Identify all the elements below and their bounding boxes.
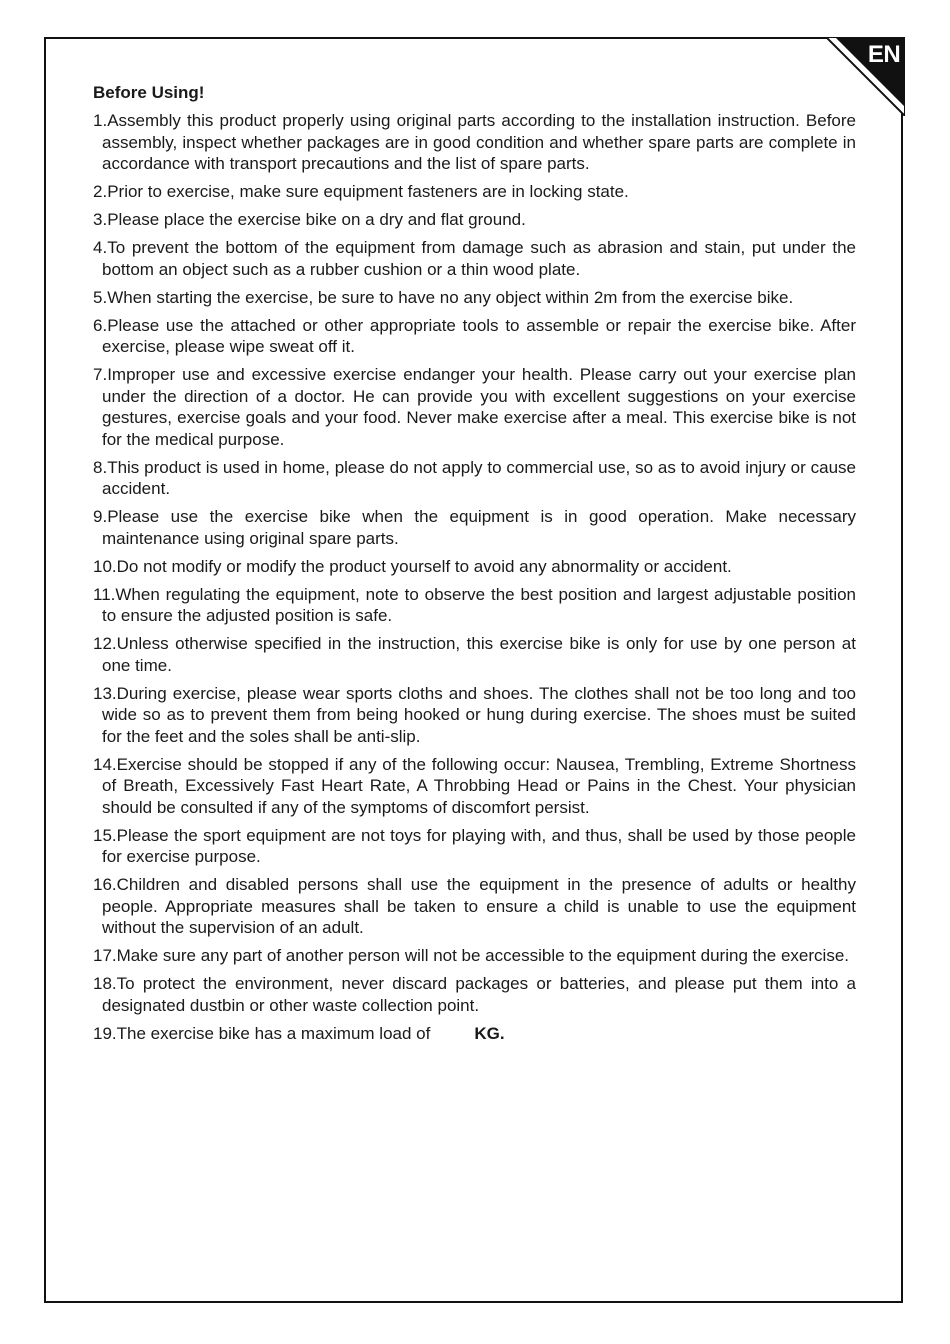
instruction-item — [93, 506, 856, 549]
item-number: 10. — [93, 556, 117, 576]
instruction-item — [93, 457, 856, 500]
item-number: 15. — [93, 825, 117, 845]
instruction-item — [93, 874, 856, 939]
item-text: To protect the environment, never discard packages or batteries, and please put them into a designated dustbin or other waste collection point. — [102, 974, 856, 1015]
instruction-item — [93, 973, 856, 1016]
instruction-list — [93, 110, 856, 1044]
instruction-item — [93, 556, 856, 578]
item-text: When regulating the equipment, note to observe the best position and largest adjustable position to ensure the adjusted position is safe. — [102, 584, 856, 625]
item-text: Make sure any part of another person will not be accessible to the equipment during the exercise. — [116, 946, 850, 965]
item-number: 7. — [93, 365, 108, 384]
item-text: Unless otherwise specified in the instruction, this exercise bike is only for use by one person at one time. — [102, 634, 856, 675]
instruction-item — [93, 683, 856, 748]
item-text: When starting the exercise, be sure to have no any object within 2m from the exercise bike. — [107, 287, 794, 307]
section-heading: Before Using! — [93, 83, 205, 102]
item-number: 17. — [93, 946, 117, 965]
item-number: 18. — [93, 974, 117, 993]
item-number: 5. — [93, 287, 108, 307]
item-number: 16. — [93, 875, 117, 894]
language-label: EN — [867, 41, 901, 68]
instruction-item — [93, 825, 856, 868]
item-text: During exercise, please wear sports cloths and shoes. The clothes shall not be too long and too wide so as to prevent them from being hooked or hung during exercise. The shoes must be suited for the feet and the soles shall be anti-slip. — [102, 683, 856, 746]
item-text: Please use the attached or other appropriate tools to assemble or repair the exercise bike. After exercise, please wipe sweat off it. — [102, 315, 856, 356]
load-unit: KG. — [474, 1023, 505, 1043]
item-text: This product is used in home, please do not apply to commercial use, so as to avoid injury or cause accident. — [102, 457, 856, 498]
item-number: 3. — [93, 210, 108, 229]
item-text: The exercise bike has a maximum load of — [116, 1023, 431, 1043]
item-number: 12. — [93, 634, 117, 653]
instruction-item — [93, 364, 856, 450]
instruction-item — [93, 633, 856, 676]
item-text: Improper use and excessive exercise endanger your health. Please carry out your exercise plan under the direction of a doctor. He can provide you with excellent suggestions on your exercise gestures, exercise goals and your food. Never make exercise after a meal. This exercise bike is not for the medical purpose. — [102, 365, 856, 449]
instruction-item — [93, 315, 856, 358]
item-number: 2. — [93, 182, 108, 201]
item-text: Please place the exercise bike on a dry and flat ground. — [107, 210, 526, 229]
item-text: Prior to exercise, make sure equipment fasteners are in locking state. — [107, 182, 629, 201]
item-text: Do not modify or modify the product yourself to avoid any abnormality or accident. — [116, 556, 732, 576]
item-text: Children and disabled persons shall use the equipment in the presence of adults or healthy people. Appropriate measures shall be taken to ensure a child is unable to use the equipment without the supervision of an adult. — [102, 875, 856, 937]
item-text: Assembly this product properly using original parts according to the installation instruction. Before assembly, inspect whether packages are in good condition and whether spare parts are complete in accordance with transport precautions and the list of spare parts. — [102, 111, 856, 173]
item-number: 13. — [93, 683, 117, 703]
instruction-item — [93, 1023, 856, 1045]
item-number: 11. — [93, 584, 116, 604]
instruction-item — [93, 237, 856, 280]
item-number: 4. — [93, 238, 108, 257]
instruction-item — [93, 209, 856, 231]
instruction-item — [93, 287, 856, 309]
item-text: To prevent the bottom of the equipment from damage such as abrasion and stain, put under the bottom an object such as a rubber cushion or a thin wood plate. — [102, 238, 856, 279]
item-number: 14. — [93, 754, 117, 774]
item-number: 6. — [93, 315, 108, 335]
item-number: 9. — [93, 507, 108, 526]
item-number: 8. — [93, 457, 108, 477]
instruction-item — [93, 584, 856, 627]
instruction-item — [93, 945, 856, 967]
item-text: Please use the exercise bike when the equipment is in good operation. Make necessary maintenance using original spare parts. — [102, 507, 856, 548]
item-number: 19. — [93, 1023, 117, 1043]
instruction-item — [93, 754, 856, 819]
document-body — [93, 82, 856, 1051]
instruction-item — [93, 181, 856, 203]
item-number: 1. — [93, 111, 108, 130]
item-text: Please the sport equipment are not toys for playing with, and thus, shall be used by those people for exercise purpose. — [102, 825, 856, 866]
item-text: Exercise should be stopped if any of the following occur: Nausea, Trembling, Extreme Shortness of Breath, Excessively Fast Heart Rate, A Throbbing Head or Pains in the Chest. Your physician should be consulted if any of the symptoms of discomfort persist. — [102, 754, 856, 817]
instruction-item — [93, 110, 856, 175]
